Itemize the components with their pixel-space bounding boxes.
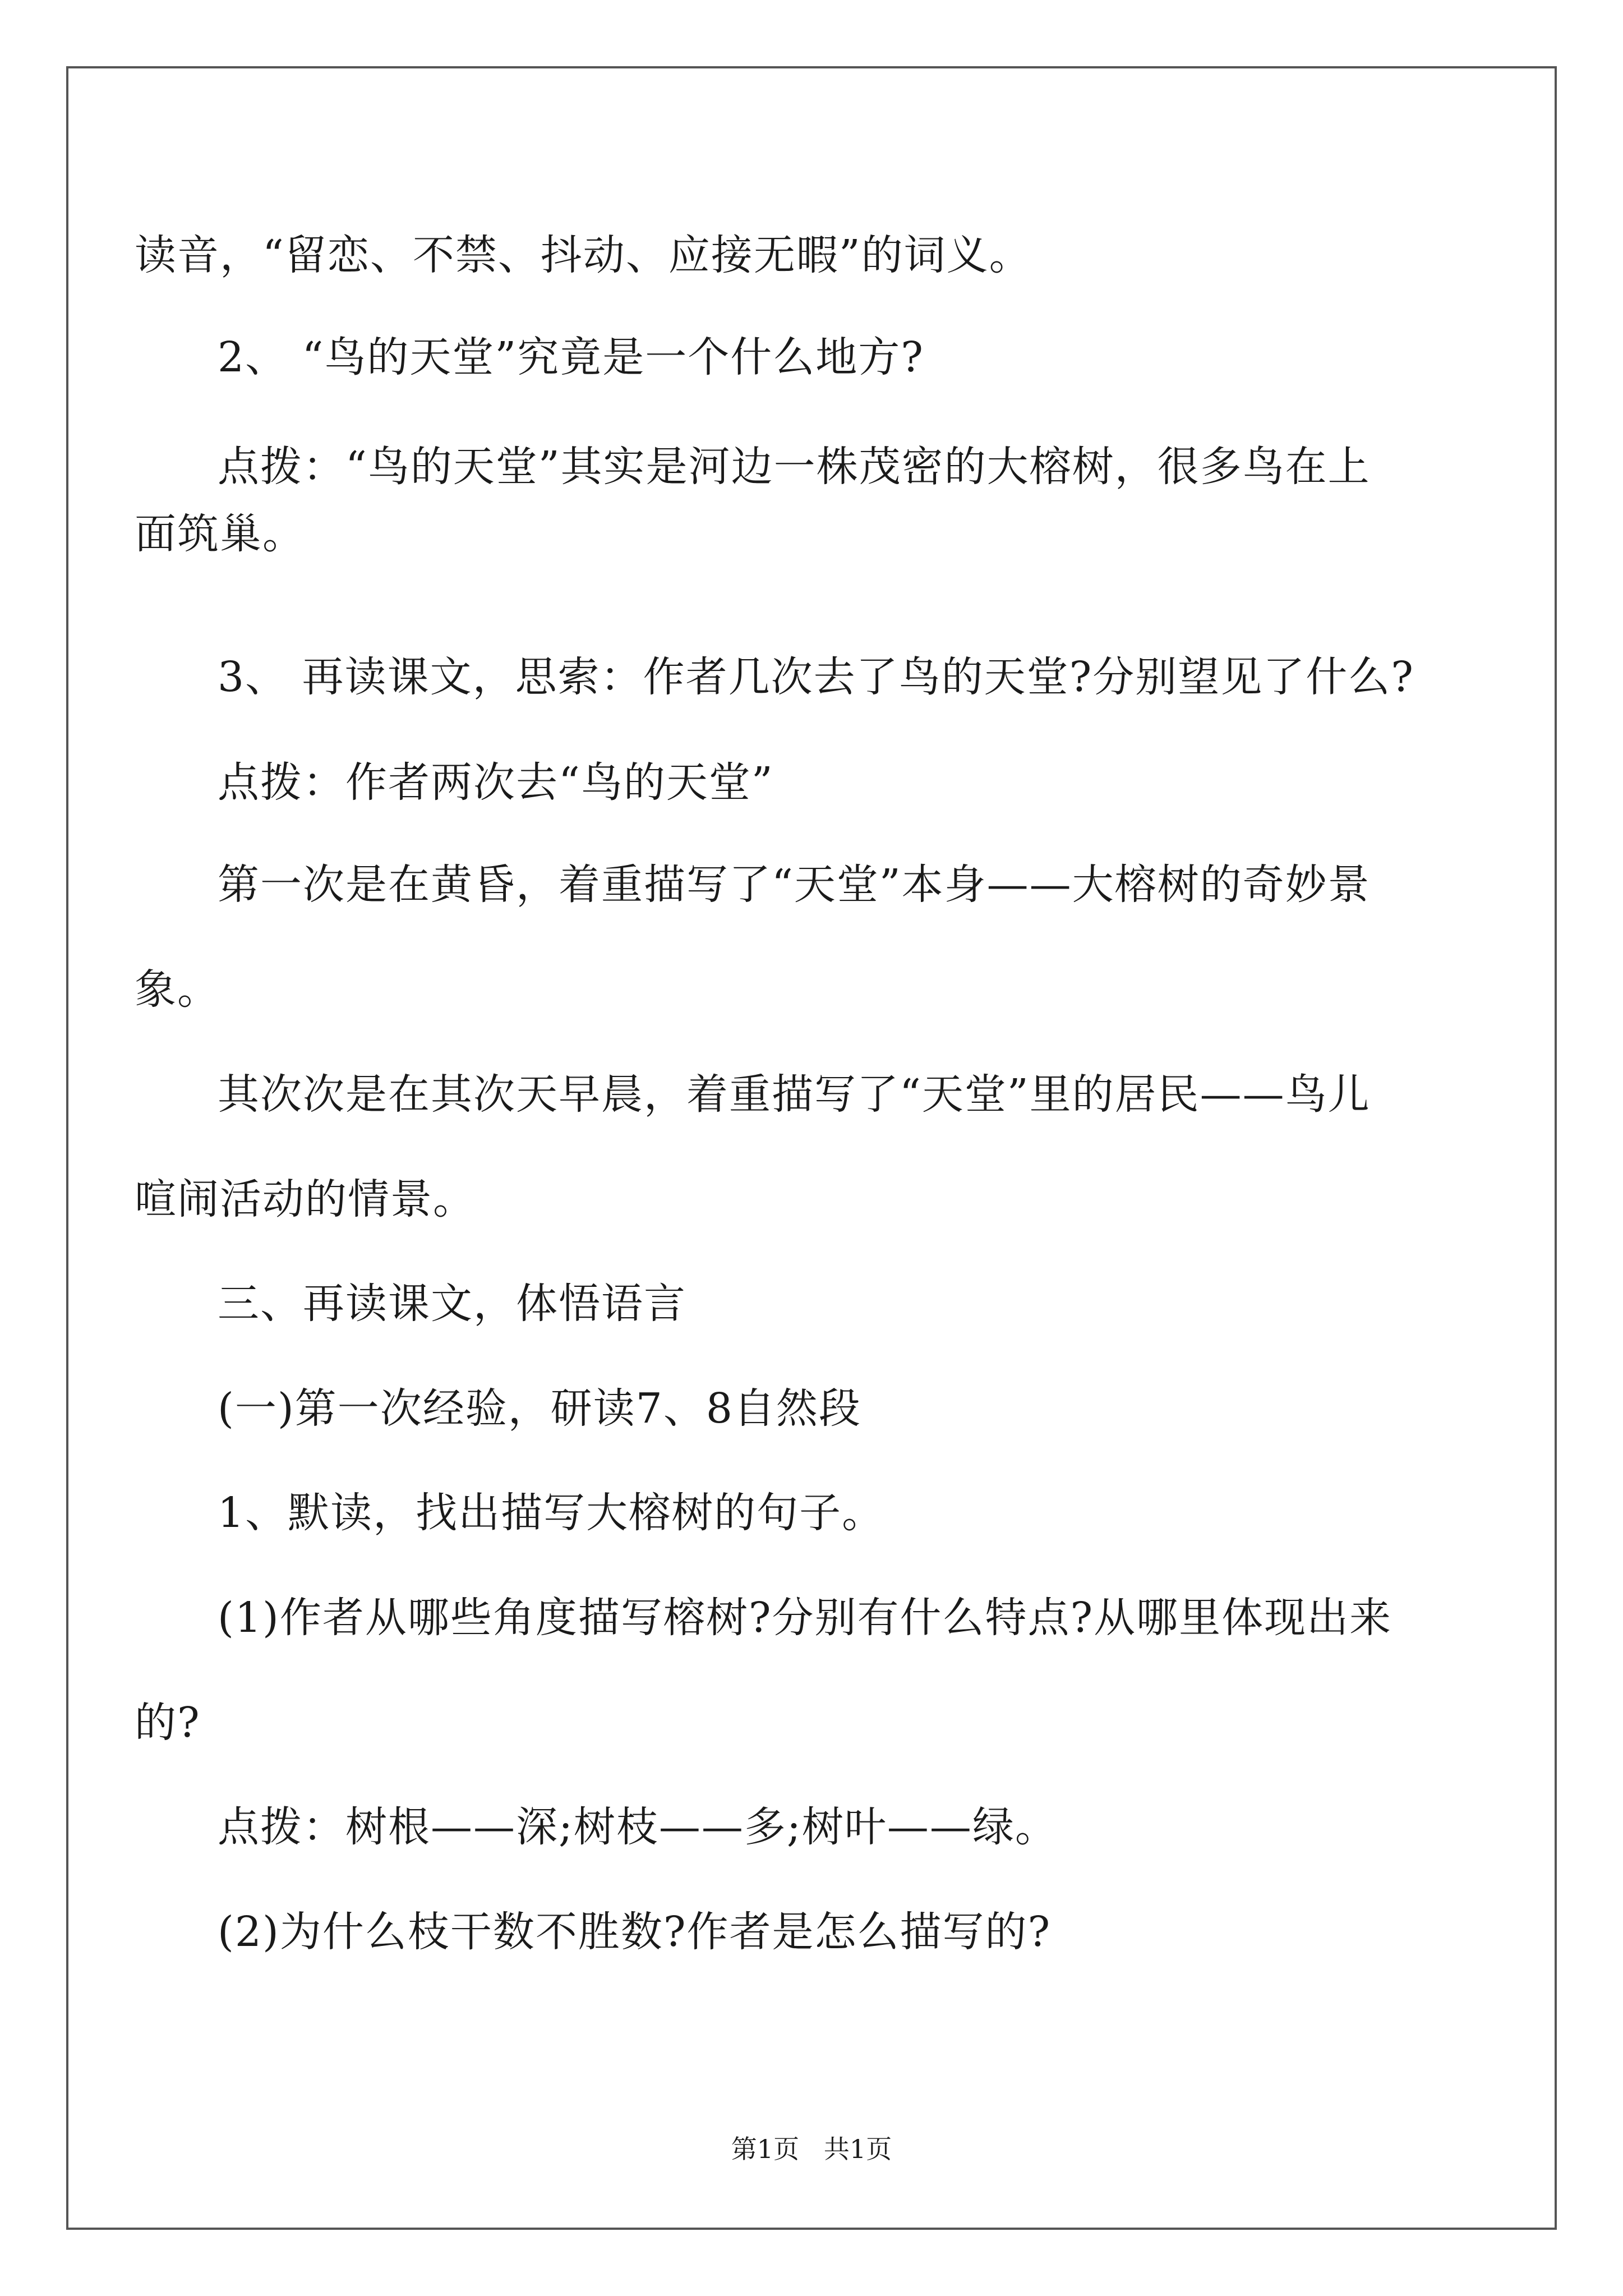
text-line-2: 2、 “鸟的天堂”究竟是一个什么地方? — [218, 333, 924, 381]
text-line-12: (一)第一次经验，研读7、8自然段 — [218, 1384, 861, 1433]
text-line-14: (1)作者从哪些角度描写榕树?分别有什么特点?从哪里体现出来 — [218, 1594, 1393, 1642]
text-line-15: 的? — [135, 1699, 201, 1747]
page-frame — [66, 66, 1557, 2230]
text-line-3: 点拨：“鸟的天堂”其实是河边一株茂密的大榕树，很多鸟在上 — [218, 443, 1371, 491]
text-line-7: 第一次是在黄昏，着重描写了“天堂”本身——大榕树的奇妙景 — [218, 861, 1371, 909]
text-line-10: 喧闹活动的情景。 — [135, 1175, 476, 1223]
text-line-5: 3、 再读课文，思索：作者几次去了鸟的天堂?分别望见了什么? — [218, 653, 1414, 701]
text-line-6: 点拨：作者两次去“鸟的天堂” — [218, 758, 774, 807]
text-line-9: 其次次是在其次天早晨，着重描写了“天堂”里的居民——鸟儿 — [218, 1070, 1371, 1119]
text-line-4: 面筑巢。 — [135, 510, 305, 558]
text-line-16: 点拨：树根——深;树枝——多;树叶——绿。 — [218, 1803, 1058, 1851]
text-line-13: 1、默读，找出描写大榕树的句子。 — [218, 1489, 885, 1537]
text-line-8: 象。 — [135, 965, 220, 1014]
text-line-17: (2)为什么枝干数不胜数?作者是怎么描写的? — [218, 1908, 1052, 1956]
text-line-1: 读音，“留恋、不禁、抖动、应接无暇”的词义。 — [135, 231, 1032, 279]
page-number-footer: 第1页 共1页 — [731, 2134, 892, 2164]
text-line-11: 三、再读课文，体悟语言 — [218, 1280, 686, 1328]
